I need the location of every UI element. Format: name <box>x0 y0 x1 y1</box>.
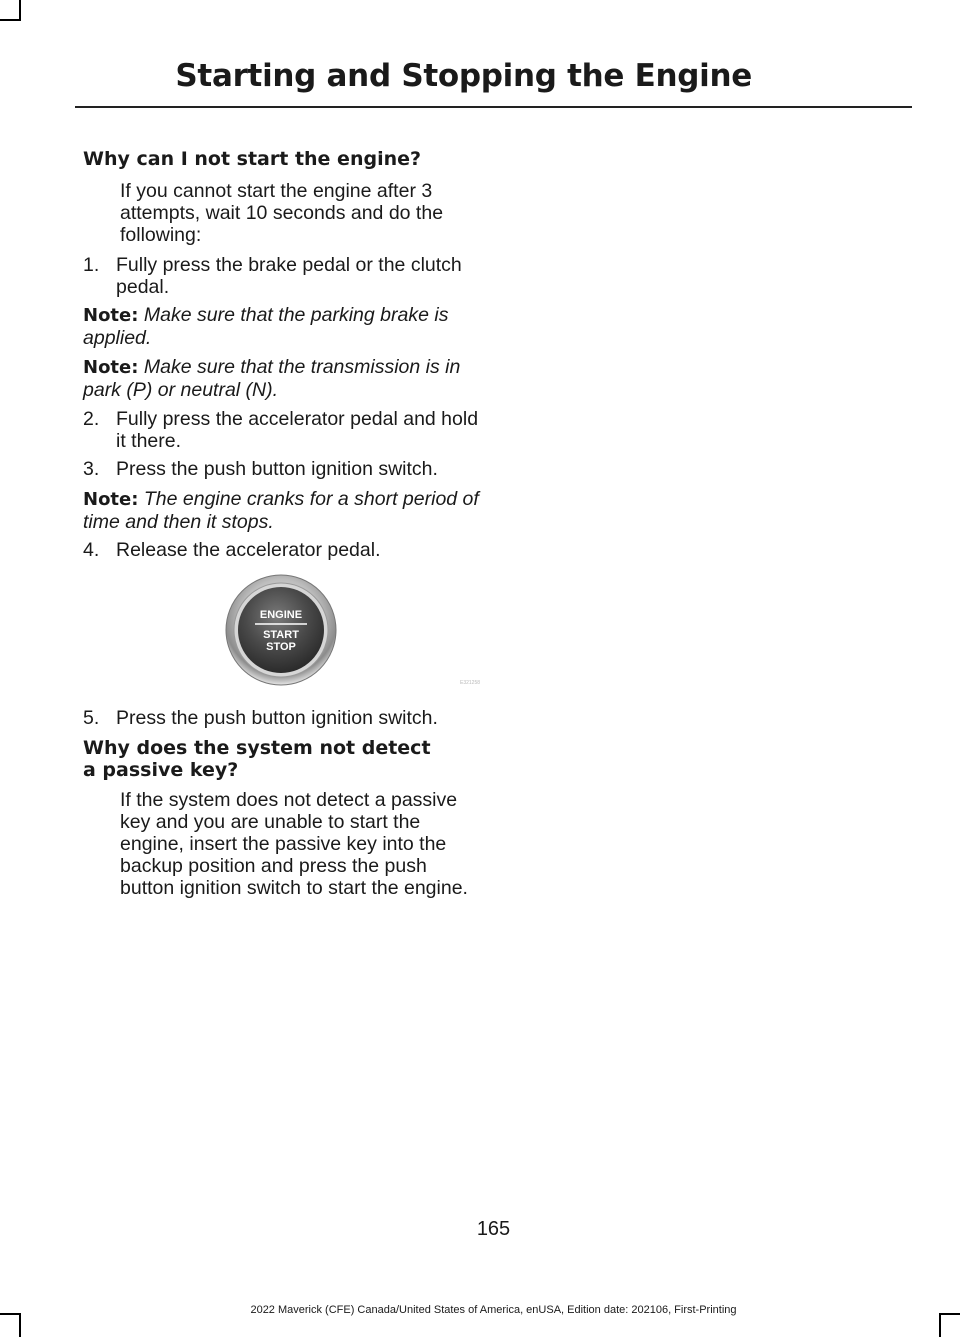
section-heading: Why does the system not detect a passive key? <box>83 737 431 781</box>
section-heading: Why can I not start the engine? <box>83 148 422 170</box>
step-text: Fully press the brake pedal or the clutch pedal. <box>116 254 462 298</box>
button-label-start: START <box>263 629 299 641</box>
note-label: Note: <box>83 305 139 326</box>
footer-text: 2022 Maverick (CFE) Canada/United States of America, enUSA, Edition date: 202106, First-Printing <box>250 1304 737 1316</box>
note-2 <box>83 356 483 401</box>
passive-key-paragraph: If the system does not detect a passive key and you are unable to start the engine, insert the passive key into the backup position and press the push button ignition switch to start the engine. <box>120 789 468 899</box>
crop-mark <box>939 1313 941 1337</box>
intro-paragraph: If you cannot start the engine after 3 attempts, wait 10 seconds and do the following: <box>120 180 444 246</box>
step-text: Press the push button ignition switch. <box>116 707 438 729</box>
button-label-engine: ENGINE <box>259 609 303 621</box>
step-number: 2. <box>83 408 100 430</box>
crop-mark <box>19 1313 21 1337</box>
page-number: 165 <box>476 1218 511 1240</box>
step-number: 3. <box>83 458 100 480</box>
note-text: The engine cranks for a short period of time and then it stops. <box>83 488 479 533</box>
step-text: Release the accelerator pedal. <box>116 539 381 561</box>
step-number: 4. <box>83 539 100 561</box>
note-3 <box>83 488 483 533</box>
note-label: Note: <box>83 489 139 510</box>
header-divider <box>75 106 912 108</box>
step-number: 1. <box>83 254 100 276</box>
ignition-button-icon <box>225 574 337 686</box>
step-text: Fully press the accelerator pedal and hold it there. <box>116 408 479 452</box>
crop-mark <box>0 19 19 21</box>
step-text: Press the push button ignition switch. <box>116 458 438 480</box>
note-text: Make sure that the parking brake is applied. <box>83 304 449 349</box>
crop-mark <box>19 0 21 21</box>
note-text: Make sure that the transmission is in park (P) or neutral (N). <box>83 356 461 401</box>
page-title: Starting and Stopping the Engine <box>175 58 752 94</box>
image-id: E321258 <box>460 680 481 686</box>
step-number: 5. <box>83 707 100 729</box>
engine-start-stop-button-image <box>225 574 337 686</box>
note-1 <box>83 304 483 349</box>
button-label-stop: STOP <box>266 641 296 653</box>
note-label: Note: <box>83 357 139 378</box>
